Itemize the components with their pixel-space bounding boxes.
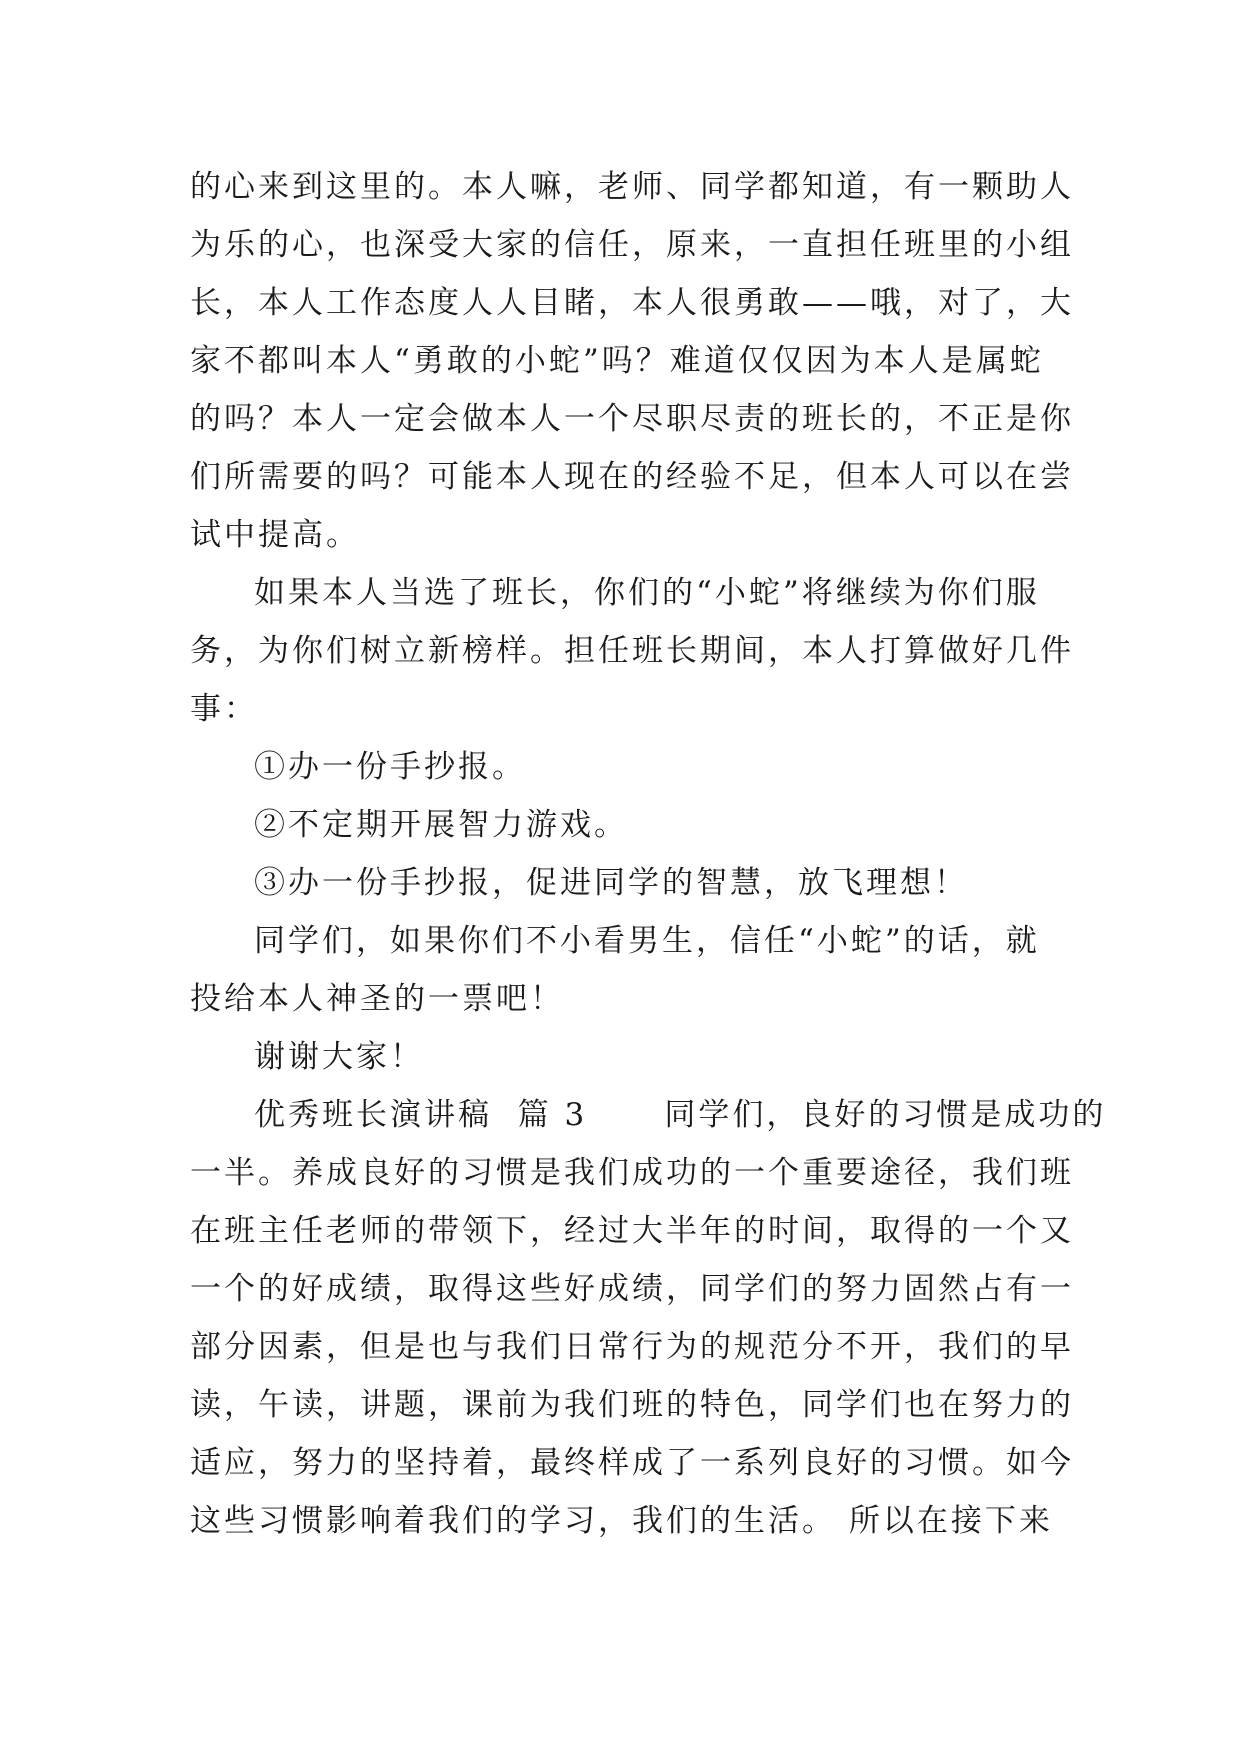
text-line: 投给本人神圣的一票吧！ [190, 981, 564, 1017]
text-line: 为乐的心，也深受大家的信任，原来，一直担任班里的小组 [190, 227, 1074, 263]
text-line: 如果本人当选了班长，你们的“小蛇”将继续为你们服 [254, 575, 1040, 611]
text-line: ②不定期开展智力游戏。 [254, 807, 628, 843]
text-line: 家不都叫本人“勇敢的小蛇”吗？难道仅仅因为本人是属蛇 [190, 343, 1044, 379]
text-line: 优秀班长演讲稿 篇 3 同学们，良好的习惯是成功的 [254, 1097, 1107, 1133]
text-line: 的吗？本人一定会做本人一个尽职尽责的班长的，不正是你 [190, 401, 1074, 437]
text-line: ③办一份手抄报，促进同学的智慧，放飞理想！ [254, 865, 968, 901]
document-body [190, 158, 1107, 1550]
text-line: 们所需要的吗？可能本人现在的经验不足，但本人可以在尝 [190, 459, 1074, 495]
text-line: 事： [190, 691, 258, 727]
text-line: 长，本人工作态度人人目睹，本人很勇敢——哦，对了，大 [190, 285, 1074, 321]
text-line: 谢谢大家！ [254, 1039, 424, 1075]
text-line: 读，午读，讲题，课前为我们班的特色，同学们也在努力的 [190, 1387, 1074, 1423]
text-line: 这些习惯影响着我们的学习，我们的生活。 所以在接下来 [190, 1503, 1053, 1539]
text-line: 一个的好成绩，取得这些好成绩，同学们的努力固然占有一 [190, 1271, 1074, 1307]
text-line: 一半。养成良好的习惯是我们成功的一个重要途径，我们班 [190, 1155, 1074, 1191]
text-line: 在班主任老师的带领下，经过大半年的时间，取得的一个又 [190, 1213, 1074, 1249]
text-line: 试中提高。 [190, 517, 360, 553]
text-line: 务，为你们树立新榜样。担任班长期间，本人打算做好几件 [190, 633, 1074, 669]
text-line: 同学们，如果你们不小看男生，信任“小蛇”的话，就 [254, 923, 1040, 959]
text-line: 的心来到这里的。本人嘛，老师、同学都知道，有一颗助人 [190, 169, 1074, 205]
text-line: ①办一份手抄报。 [254, 749, 526, 785]
text-line: 部分因素，但是也与我们日常行为的规范分不开，我们的早 [190, 1329, 1074, 1365]
text-line: 适应，努力的坚持着，最终样成了一系列良好的习惯。如今 [190, 1445, 1074, 1481]
